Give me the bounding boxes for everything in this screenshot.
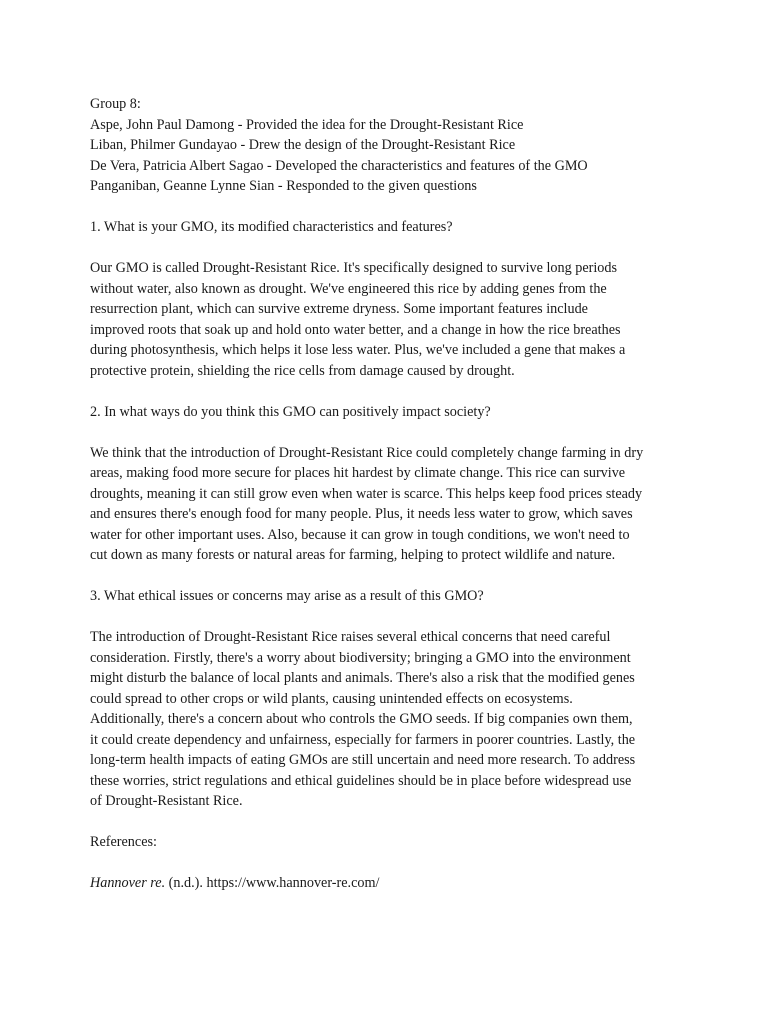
answer-3	[90, 627, 690, 812]
answer-line: droughts, meaning it can still grow even when water is scarce. This helps keep food prices steady	[90, 485, 643, 502]
group-member: De Vera, Patricia Albert Sagao - Developed the characteristics and features of the GMO	[90, 157, 588, 174]
question-1: 1. What is your GMO, its modified characteristics and features?	[90, 219, 453, 235]
group-member: Panganiban, Geanne Lynne Sian - Responded to the given questions	[90, 178, 477, 194]
question-3: 3. What ethical issues or concerns may arise as a result of this GMO?	[90, 588, 484, 604]
answer-line: it could create dependency and unfairness, especially for farmers in poorer countries. Lastly, the	[90, 731, 636, 748]
answer-line: Additionally, there's a concern about who controls the GMO seeds. If big companies own them,	[90, 711, 633, 727]
answer-line: The introduction of Drought-Resistant Rice raises several ethical concerns that need careful	[90, 629, 611, 645]
answer-line: these worries, strict regulations and ethical guidelines should be in place before widespread use	[90, 772, 632, 789]
answer-line: during photosynthesis, which helps it lose less water. Plus, we've included a gene that makes a	[90, 342, 626, 358]
answer-line: consideration. Firstly, there's a worry about biodiversity; bringing a GMO into the environment	[90, 649, 631, 666]
answer-2	[90, 443, 690, 566]
answer-line: We think that the introduction of Drought-Resistant Rice could completely change farming in dry	[90, 444, 644, 461]
document-page	[90, 94, 690, 894]
reference-title: Hannover re.	[90, 875, 166, 891]
group-members-block	[90, 94, 690, 197]
reference-details: (n.d.). https://www.hannover-re.com/	[165, 875, 380, 891]
answer-line: Our GMO is called Drought-Resistant Rice. It's specifically designed to survive long periods	[90, 260, 617, 276]
answer-line: might disturb the balance of local plants and animals. There's also a risk that the modified genes	[90, 670, 635, 686]
references-heading: References:	[90, 834, 157, 850]
answer-line: of Drought-Resistant Rice.	[90, 793, 243, 809]
question-2: 2. In what ways do you think this GMO can positively impact society?	[90, 403, 491, 420]
group-member: Aspe, John Paul Damong - Provided the idea for the Drought-Resistant Rice	[90, 116, 524, 133]
answer-line: long-term health impacts of eating GMOs are still uncertain and need more research. To address	[90, 752, 636, 768]
group-member: Liban, Philmer Gundayao - Drew the design of the Drought-Resistant Rice	[90, 137, 516, 153]
answer-line: water for other important uses. Also, because it can grow in tough conditions, we won't need to	[90, 526, 630, 543]
group-title: Group 8:	[90, 96, 141, 112]
answer-1	[90, 258, 690, 381]
answer-line: improved roots that soak up and hold onto water better, and a change in how the rice breathes	[90, 321, 621, 338]
reference-entry	[90, 873, 690, 894]
answer-line: resurrection plant, which can survive extreme dryness. Some important features include	[90, 301, 588, 317]
answer-line: could spread to other crops or wild plants, causing unintended effects on ecosystems.	[90, 690, 573, 707]
answer-line: and ensures there's enough food for many people. Plus, it needs less water to grow, which saves	[90, 506, 633, 522]
answer-line: areas, making food more secure for places hit hardest by climate change. This rice can survive	[90, 465, 626, 481]
answer-line: protective protein, shielding the rice cells from damage caused by drought.	[90, 362, 515, 379]
answer-line: cut down as many forests or natural areas for farming, helping to protect wildlife and nature.	[90, 547, 616, 563]
answer-line: without water, also known as drought. We've engineered this rice by adding genes from the	[90, 280, 607, 297]
